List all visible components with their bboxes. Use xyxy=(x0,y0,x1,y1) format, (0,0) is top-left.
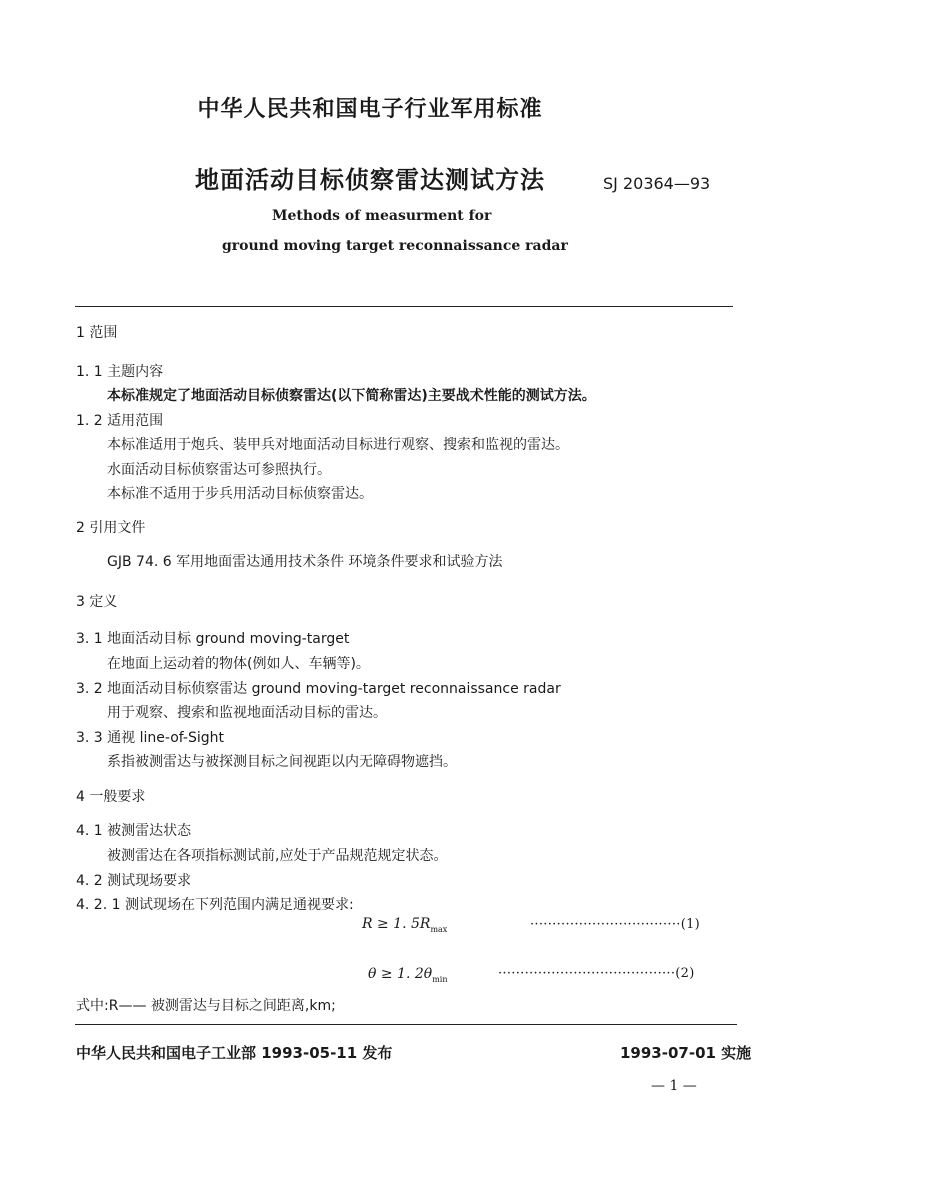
equation-where-text: 式中:R—— 被测雷达与目标之间距离,km; xyxy=(76,998,336,1014)
section-3-3-text: 系指被测雷达与被探测目标之间视距以内无障碍物遮挡。 xyxy=(107,754,457,770)
section-1-2-text-3: 本标准不适用于步兵用活动目标侦察雷达。 xyxy=(107,486,373,502)
standard-number: SJ 20364—93 xyxy=(603,174,711,193)
section-3-heading: 3 定义 xyxy=(76,594,118,610)
section-1-2-heading: 1. 2 适用范围 xyxy=(76,413,164,429)
section-3-3-heading: 3. 3 通视 line-of-Sight xyxy=(76,730,224,746)
section-1-2-text-2: 水面活动目标侦察雷达可参照执行。 xyxy=(107,462,331,478)
section-1-1-text: 本标准规定了地面活动目标侦察雷达(以下简称雷达)主要战术性能的测试方法。 xyxy=(107,388,596,404)
section-3-2-heading: 3. 2 地面活动目标侦察雷达 ground moving-target reconnaissance radar xyxy=(76,681,561,697)
section-2-heading: 2 引用文件 xyxy=(76,520,146,536)
doc-title: 地面活动目标侦察雷达测试方法 xyxy=(195,166,545,194)
english-title-line-1: Methods of measurment for xyxy=(272,208,492,224)
section-2-text: GJB 74. 6 军用地面雷达通用技术条件 环境条件要求和试验方法 xyxy=(107,554,503,570)
section-4-1-heading: 4. 1 被测雷达状态 xyxy=(76,823,192,839)
section-4-2-heading: 4. 2 测试现场要求 xyxy=(76,873,192,889)
equation-1-subscript: max xyxy=(430,924,448,934)
org-title: 中华人民共和国电子行业军用标准 xyxy=(197,97,543,122)
section-4-1-text: 被测雷达在各项指标测试前,应处于产品规范规定状态。 xyxy=(107,848,448,864)
equation-2-main: θ ≥ 1. 2θ xyxy=(368,966,433,982)
equation-1-leader: ··································(1) xyxy=(530,917,701,932)
effective-date: 1993-07-01 实施 xyxy=(620,1044,752,1062)
section-1-1-heading: 1. 1 主题内容 xyxy=(76,364,164,380)
section-3-1-text: 在地面上运动着的物体(例如人、车辆等)。 xyxy=(107,656,370,672)
section-3-2-text: 用于观察、搜索和监视地面活动目标的雷达。 xyxy=(107,705,387,721)
section-3-1-heading: 3. 1 地面活动目标 ground moving-target xyxy=(76,631,350,647)
equation-2-leader: ········································(2) xyxy=(498,966,695,981)
header-divider xyxy=(75,306,733,307)
equation-1-main: R ≥ 1. 5R xyxy=(362,916,431,932)
page-number: — 1 — xyxy=(651,1078,697,1094)
english-title-line-2: ground moving target reconnaissance radar xyxy=(222,238,568,254)
equation-1 xyxy=(362,916,447,934)
issued-by: 中华人民共和国电子工业部 1993-05-11 发布 xyxy=(76,1044,393,1062)
equation-2 xyxy=(368,966,448,984)
section-4-2-1-text: 4. 2. 1 测试现场在下列范围内满足通视要求: xyxy=(76,897,354,913)
equation-2-subscript: min xyxy=(432,974,448,984)
footer-divider xyxy=(75,1024,737,1025)
section-1-heading: 1 范围 xyxy=(76,325,118,341)
section-1-2-text-1: 本标准适用于炮兵、装甲兵对地面活动目标进行观察、搜索和监视的雷达。 xyxy=(107,437,569,453)
section-4-heading: 4 一般要求 xyxy=(76,789,146,805)
